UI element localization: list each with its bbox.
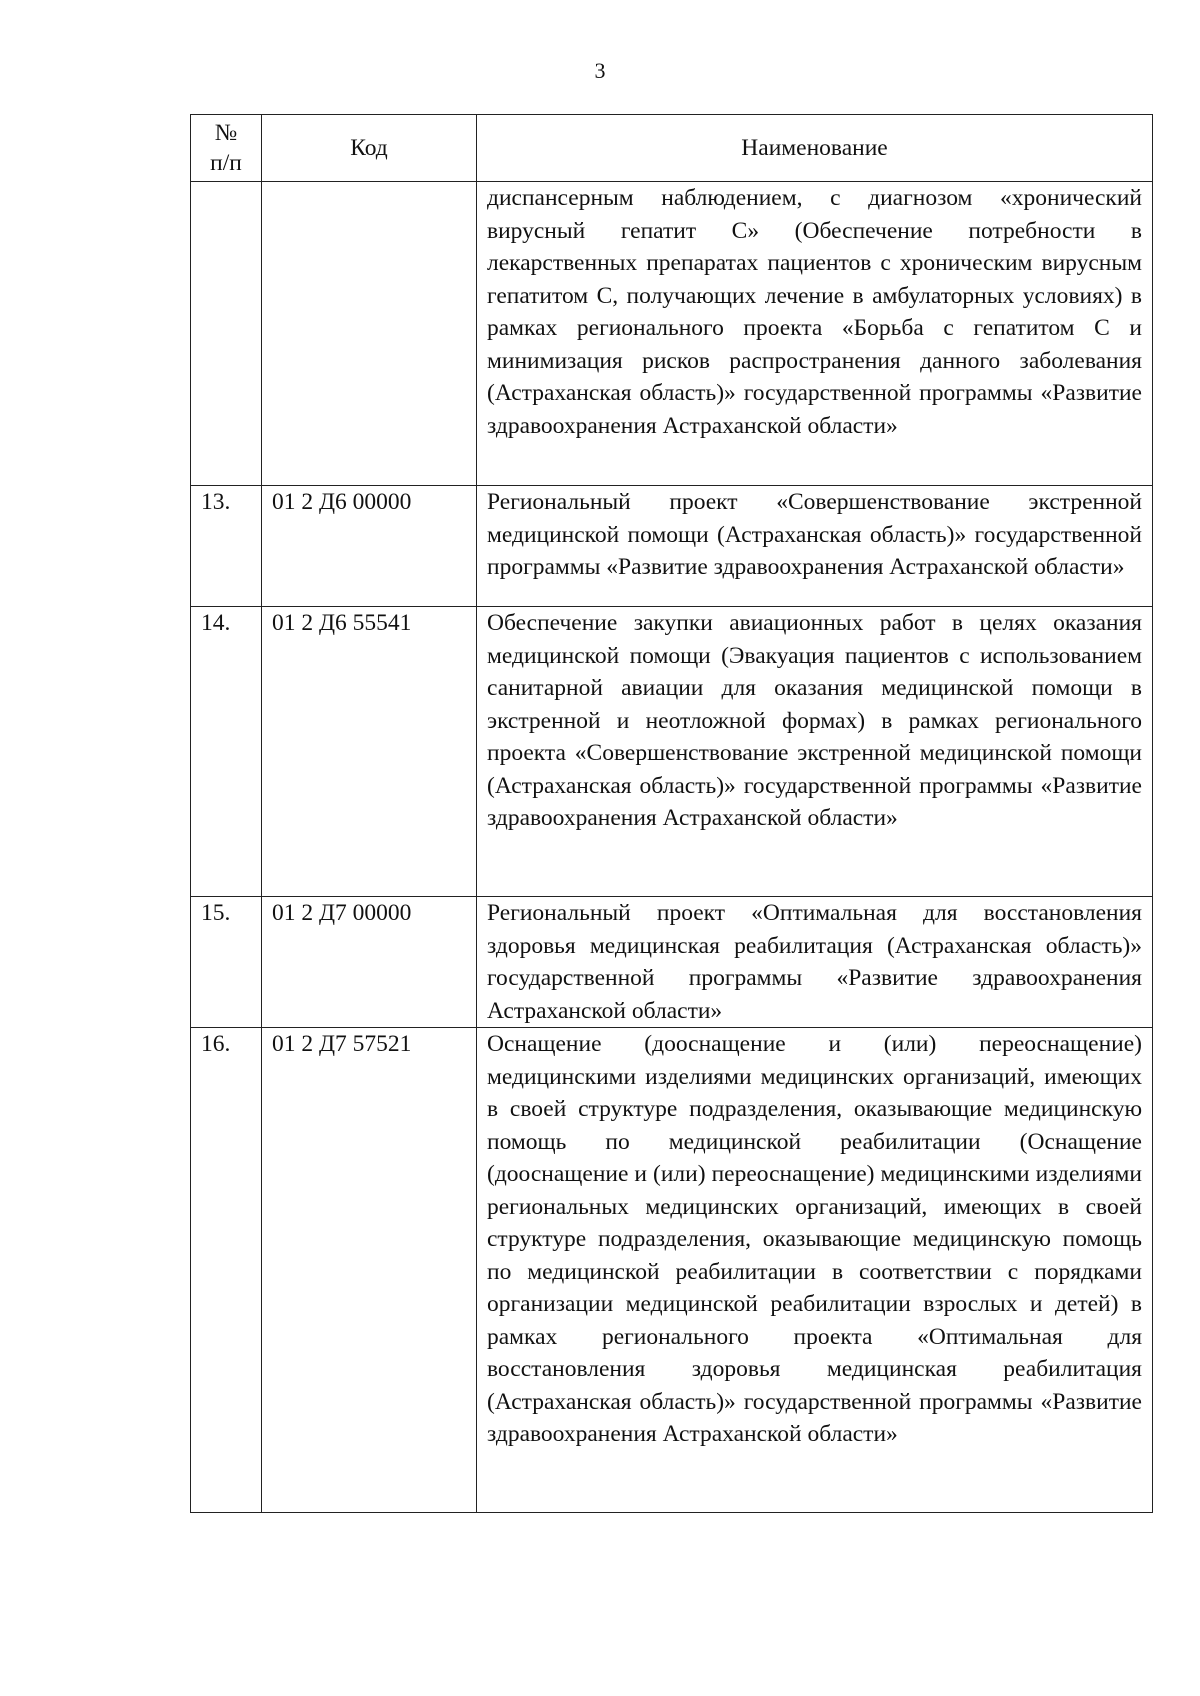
header-name: Наименование	[477, 115, 1153, 182]
row-name: Обеспечение закупки авиационных работ в целях оказания медицинской помощи (Эвакуация пациентов с использованием санитарной авиации для оказания медицинской помощи в экстренной и неотложной формах) в рамках регионального проекта «Совершенствование экстренной медицинской помощи (Астраханская область)» государственной программы «Развитие здравоохранения Астраханской области»	[477, 607, 1153, 897]
classification-table	[190, 114, 1153, 1513]
row-name: Региональный проект «Оптимальная для восстановления здоровья медицинская реабилитация (Астраханская область)» государственной программы «Развитие здравоохранения Астраханской области»	[477, 897, 1153, 1028]
row-name: Региональный проект «Совершенствование экстренной медицинской помощи (Астраханская область)» государственной программы «Развитие здравоохранения Астраханской области»	[477, 486, 1153, 607]
header-code: Код	[262, 115, 477, 182]
row-number: 13.	[191, 486, 262, 607]
row-code	[262, 182, 477, 486]
row-name: Оснащение (дооснащение и (или) переоснащение) медицинскими изделиями медицинских организаций, имеющих в своей структуре подразделения, оказывающие медицинскую помощь по медицинской реабилитации (Оснащение (дооснащение и (или) переоснащение) медицинскими изделиями региональных медицинских организаций, имеющих в своей структуре подразделения, оказывающие медицинскую помощь по медицинской реабилитации в соответствии с порядками организации медицинской реабилитации взрослых и детей) в рамках регионального проекта «Оптимальная для восстановления здоровья медицинская реабилитация (Астраханская область)» государственной программы «Развитие здравоохранения Астраханской области»	[477, 1028, 1153, 1513]
row-code: 01 2 Д7 00000	[262, 897, 477, 1028]
table-row	[191, 1028, 1153, 1513]
row-code: 01 2 Д7 57521	[262, 1028, 477, 1513]
row-number: 15.	[191, 897, 262, 1028]
table-row	[191, 897, 1153, 1028]
row-name: диспансерным наблюдением, с диагнозом «хронический вирусный гепатит С» (Обеспечение потребности в лекарственных препаратах пациентов с хроническим вирусным гепатитом С, получающих лечение в амбулаторных условиях) в рамках регионального проекта «Борьба с гепатитом С и минимизация рисков распространения данного заболевания (Астраханская область)» государственной программы «Развитие здравоохранения Астраханской области»	[477, 182, 1153, 486]
row-number: 16.	[191, 1028, 262, 1513]
row-number	[191, 182, 262, 486]
header-num: № п/п	[191, 115, 262, 182]
table-row	[191, 486, 1153, 607]
table-row	[191, 607, 1153, 897]
row-code: 01 2 Д6 00000	[262, 486, 477, 607]
table-row	[191, 182, 1153, 486]
row-code: 01 2 Д6 55541	[262, 607, 477, 897]
page-number: 3	[594, 58, 606, 83]
row-number: 14.	[191, 607, 262, 897]
table-header-row	[191, 115, 1153, 182]
